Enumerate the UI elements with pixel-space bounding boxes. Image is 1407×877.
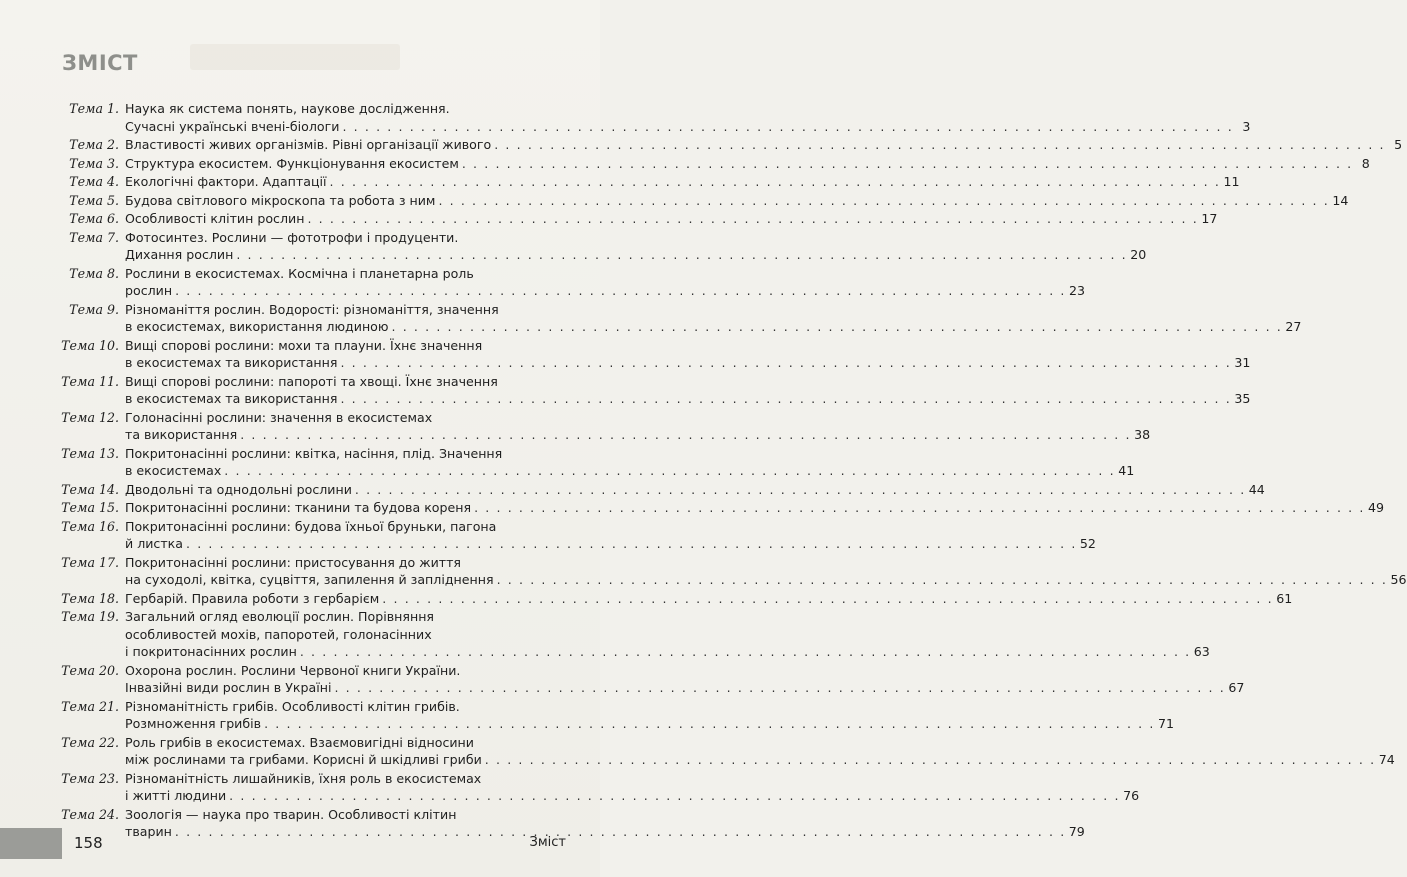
toc-page-number: 31: [1234, 355, 1251, 370]
toc-entry-text: [125, 806, 1085, 841]
toc-line-with-page: [125, 318, 1302, 336]
toc-entry[interactable]: [0, 445, 1135, 480]
toc-line-with-page: [125, 481, 1265, 499]
toc-entry[interactable]: [0, 770, 1140, 805]
toc-line: Дихання рослин: [125, 247, 234, 262]
toc-line: Загальний огляд еволюції рослин. Порівняння: [125, 609, 435, 624]
toc-line: особливостей мохів, папоротей, голонасінних: [125, 626, 432, 642]
toc-entry[interactable]: [0, 518, 1096, 553]
toc-page-number: 76: [1123, 788, 1140, 803]
toc-entry[interactable]: [0, 265, 1086, 300]
toc-page-number: 3: [1242, 118, 1251, 134]
toc-line: рослин: [125, 283, 173, 298]
dot-leader: . . . . . . . . . . . . . . . . . . . . . . . . . . . . . . . . . . . . . . . . . . . . . . . . . . . . . . . . . . . . . . . . . . . . . . . . . . . . . . . .: [264, 716, 1155, 731]
toc-line-with-page: [125, 118, 1251, 136]
toc-line: в екосистемах: [125, 463, 222, 478]
dot-leader: . . . . . . . . . . . . . . . . . . . . . . . . . . . . . . . . . . . . . . . . . . . . . . . . . . . . . . . . . . . . . . . . . . . . . . . . . . . . . . . .: [391, 319, 1283, 334]
toc-line: Особливості клітин рослин: [125, 211, 305, 226]
dot-leader: . . . . . . . . . . . . . . . . . . . . . . . . . . . . . . . . . . . . . . . . . . . . . . . . . . . . . . . . . . . . . . . . . . . . . . . . . . . . . . . .: [224, 463, 1116, 478]
toc-topic-label: Тема 4.: [69, 174, 119, 189]
toc-line-with-page: [125, 823, 1085, 841]
toc-entry[interactable]: [0, 554, 1407, 589]
toc-entry-text: [125, 100, 1251, 135]
dot-leader: . . . . . . . . . . . . . . . . . . . . . . . . . . . . . . . . . . . . . . . . . . . . . . . . . . . . . . . . . . . . . . . . . . . . . . . . . . . . . . . .: [484, 752, 1376, 767]
toc-entry-text: [125, 445, 1135, 480]
toc-line-with-page: [125, 192, 1349, 210]
toc-entry-text: [125, 409, 1151, 444]
faded-header-band: [190, 44, 400, 70]
toc-entry[interactable]: [0, 499, 1385, 517]
toc-entry-text: [125, 770, 1140, 805]
footer-section-label: Зміст: [529, 835, 566, 850]
toc-line: Властивості живих організмів. Рівні організації живого: [125, 137, 492, 152]
toc-line-with-page: [125, 751, 1395, 769]
toc-line: Вищі спорові рослини: мохи та плауни. Їхнє значення: [125, 337, 483, 353]
toc-line-with-page: [125, 571, 1407, 589]
toc-line-with-page: [125, 679, 1245, 697]
toc-line-with-page: [125, 499, 1385, 517]
dot-leader: . . . . . . . . . . . . . . . . . . . . . . . . . . . . . . . . . . . . . . . . . . . . . . . . . . . . . . . . . . . . . . . . . . . . . . . . . . . . . . . .: [174, 824, 1066, 839]
toc-line: на суходолі, квітка, суцвіття, запилення й запліднення: [125, 572, 494, 587]
toc-line: Рослини в екосистемах. Космічна і планетарна роль: [125, 265, 474, 281]
toc-entry[interactable]: [0, 409, 1151, 444]
dot-leader: . . . . . . . . . . . . . . . . . . . . . . . . . . . . . . . . . . . . . . . . . . . . . . . . . . . . . . . . . . . . . . . . . . . . . . . . . . . . . . . .: [496, 572, 1388, 587]
toc-line: Покритонасінні рослини: тканини та будова кореня: [125, 500, 472, 515]
toc-line: Вищі спорові рослини: папороті та хвощі. Їхнє значення: [125, 373, 498, 389]
toc-page-number: 5: [1394, 137, 1403, 152]
toc-page-number: 49: [1367, 500, 1385, 515]
toc-page-number: 38: [1134, 427, 1151, 442]
toc-topic-label: Тема 19.: [61, 609, 119, 624]
dot-leader: . . . . . . . . . . . . . . . . . . . . . . . . . . . . . . . . . . . . . . . . . . . . . . . . . . . . . . . . . . . . . . . . . . . . . . . . . . . . . . . .: [494, 137, 1386, 152]
toc-entry-text: [125, 301, 1302, 336]
dot-leader: . . . . . . . . . . . . . . . . . . . . . . . . . . . . . . . . . . . . . . . . . . . . . . . . . . . . . . . . . . . . . . . . . . . . . . . . . . . . . . . .: [461, 155, 1353, 171]
toc-topic-label: Тема 11.: [61, 373, 119, 389]
toc-line-with-page: [125, 390, 1251, 408]
toc-line: тварин: [125, 824, 172, 839]
toc-topic-label: Тема 7.: [69, 229, 119, 245]
toc-page-number: 41: [1118, 463, 1135, 478]
toc-page-number: 8: [1361, 155, 1370, 171]
dot-leader: . . . . . . . . . . . . . . . . . . . . . . . . . . . . . . . . . . . . . . . . . . . . . . . . . . . . . . . . . . . . . . . . . . . . . . . . . . . . . . . .: [340, 355, 1232, 370]
dot-leader: . . . . . . . . . . . . . . . . . . . . . . . . . . . . . . . . . . . . . . . . . . . . . . . . . . . . . . . . . . . . . . . . . . . . . . . . . . . . . . . .: [474, 500, 1365, 515]
toc-entry[interactable]: [0, 173, 1240, 191]
toc-topic-label: Тема 6.: [69, 211, 119, 226]
toc-entry-text: [125, 192, 1349, 210]
toc-entry[interactable]: [0, 662, 1245, 697]
toc-line-with-page: [125, 354, 1251, 372]
toc-line-with-page: [125, 155, 1370, 173]
toc-line: Дводольні та однодольні рослини: [125, 481, 352, 497]
toc-entry-text: [125, 373, 1251, 408]
toc-line: в екосистемах та використання: [125, 391, 338, 406]
toc-entry-text: [125, 229, 1147, 264]
toc-line: Різноманітність лишайників, їхня роль в екосистемах: [125, 770, 482, 786]
page-number: 158: [74, 834, 103, 852]
toc-entry[interactable]: [0, 590, 1293, 608]
toc-topic-label: Тема 22.: [61, 734, 119, 750]
toc-line: Гербарій. Правила роботи з гербарієм: [125, 590, 380, 606]
toc-line: й листка: [125, 536, 184, 551]
toc-topic-label: Тема 14.: [61, 481, 119, 497]
toc-line-with-page: [125, 246, 1147, 264]
dot-leader: . . . . . . . . . . . . . . . . . . . . . . . . . . . . . . . . . . . . . . . . . . . . . . . . . . . . . . . . . . . . . . . . . . . . . . . . . . . . . . . .: [236, 247, 1128, 262]
toc-line: в екосистемах, використання людиною: [125, 319, 389, 334]
toc-topic-label: Тема 16.: [61, 518, 119, 534]
toc-entry[interactable]: [0, 136, 1403, 154]
toc-topic-label: Тема 9.: [69, 301, 119, 317]
toc-topic-label: Тема 5.: [69, 192, 119, 208]
toc-topic-label: Тема 23.: [61, 770, 119, 786]
toc-entry[interactable]: [0, 698, 1174, 733]
toc-line-with-page: [125, 462, 1135, 480]
toc-topic-label: Тема 21.: [61, 698, 119, 714]
toc-topic-label: Тема 15.: [61, 500, 119, 515]
toc-entry[interactable]: [0, 100, 1251, 135]
toc-line: Покритонасінні рослини: будова їхньої бруньки, пагона: [125, 518, 497, 534]
toc-line: Структура екосистем. Функціонування екосистем: [125, 155, 459, 171]
toc-page-number: 52: [1079, 536, 1096, 551]
toc-entry-text: [125, 590, 1293, 608]
toc-page-number: 71: [1157, 716, 1174, 731]
toc-line-with-page: [125, 173, 1240, 191]
toc-entry[interactable]: [0, 229, 1147, 264]
toc-entry[interactable]: [0, 210, 1218, 228]
toc-line-with-page: [125, 282, 1086, 300]
toc-entry[interactable]: [0, 734, 1395, 769]
toc-entry-text: [125, 608, 1210, 661]
toc-line-with-page: [125, 136, 1403, 154]
toc-topic-label: Тема 1.: [69, 101, 119, 116]
toc-entry-text: [125, 337, 1251, 372]
toc-line: Будова світлового мікроскопа та робота з ним: [125, 192, 436, 208]
dot-leader: . . . . . . . . . . . . . . . . . . . . . . . . . . . . . . . . . . . . . . . . . . . . . . . . . . . . . . . . . . . . . . . . . . . . . . . . . . . . . . . .: [240, 427, 1132, 442]
toc-entry-text: [125, 499, 1385, 517]
toc-entry[interactable]: [0, 192, 1349, 210]
toc-line: Екологічні фактори. Адаптації: [125, 174, 327, 189]
toc-page-number: 17: [1201, 211, 1218, 226]
toc-line: Зоологія — наука про тварин. Особливості клітин: [125, 806, 457, 822]
page-title: ЗМІСТ: [62, 51, 138, 75]
toc-page-number: 74: [1378, 752, 1395, 767]
toc-topic-label: Тема 17.: [61, 554, 119, 570]
toc-line: і житті людини: [125, 788, 227, 803]
toc-line-with-page: [125, 643, 1210, 661]
toc-entry[interactable]: [0, 481, 1265, 499]
toc-line: Фотосинтез. Рослини — фототрофи і продуценти.: [125, 229, 459, 245]
dot-leader: . . . . . . . . . . . . . . . . . . . . . . . . . . . . . . . . . . . . . . . . . . . . . . . . . . . . . . . . . . . . . . . . . . . . . . . . . . . . . . . .: [175, 283, 1066, 298]
dot-leader: . . . . . . . . . . . . . . . . . . . . . . . . . . . . . . . . . . . . . . . . . . . . . . . . . . . . . . . . . . . . . . . . . . . . . . . . . . . . . . . .: [354, 481, 1246, 497]
toc-entry[interactable]: [0, 373, 1251, 408]
toc-topic-label: Тема 18.: [61, 590, 119, 606]
toc-line-with-page: [125, 715, 1174, 733]
toc-line-with-page: [125, 210, 1218, 228]
toc-page-number: 56: [1390, 572, 1407, 587]
toc-entry-text: [125, 173, 1240, 191]
toc-page-number: 79: [1068, 824, 1085, 839]
toc-entry-text: [125, 136, 1403, 154]
toc-topic-label: Тема 24.: [61, 806, 119, 822]
dot-leader: . . . . . . . . . . . . . . . . . . . . . . . . . . . . . . . . . . . . . . . . . . . . . . . . . . . . . . . . . . . . . . . . . . . . . . . . . . . . . . . .: [229, 788, 1121, 803]
dot-leader: . . . . . . . . . . . . . . . . . . . . . . . . . . . . . . . . . . . . . . . . . . . . . . . . . . . . . . . . . . . . . . . . . . . . . . . . . . . . . . . .: [299, 644, 1191, 659]
toc-page-number: 63: [1193, 644, 1210, 659]
toc-page-number: 67: [1228, 680, 1245, 695]
toc-entry-text: [125, 554, 1407, 589]
dot-leader: . . . . . . . . . . . . . . . . . . . . . . . . . . . . . . . . . . . . . . . . . . . . . . . . . . . . . . . . . . . . . . . . . . . . . . . . . . . . . . . .: [438, 192, 1330, 208]
toc-entry[interactable]: [0, 608, 1210, 661]
toc-topic-label: Тема 13.: [61, 445, 119, 461]
toc-topic-label: Тема 20.: [61, 662, 119, 678]
dot-leader: . . . . . . . . . . . . . . . . . . . . . . . . . . . . . . . . . . . . . . . . . . . . . . . . . . . . . . . . . . . . . . . . . . . . . . . . . . . . . . . .: [340, 391, 1232, 406]
toc-page-number: 61: [1276, 590, 1293, 606]
toc-entry[interactable]: [0, 301, 1302, 336]
toc-topic-label: Тема 2.: [69, 137, 119, 152]
footer-gray-bar: [0, 828, 62, 859]
toc-entry-text: [125, 265, 1086, 300]
toc-page-number: 27: [1285, 319, 1302, 334]
dot-leader: . . . . . . . . . . . . . . . . . . . . . . . . . . . . . . . . . . . . . . . . . . . . . . . . . . . . . . . . . . . . . . . . . . . . . . . . . . . . . . . .: [329, 174, 1221, 189]
toc-page-number: 14: [1332, 192, 1349, 208]
toc-entry[interactable]: [0, 155, 1370, 173]
toc-entry[interactable]: [0, 337, 1251, 372]
toc-line: Інвазійні види рослин в Україні: [125, 680, 332, 695]
toc-page-number: 11: [1223, 174, 1240, 189]
dot-leader: . . . . . . . . . . . . . . . . . . . . . . . . . . . . . . . . . . . . . . . . . . . . . . . . . . . . . . . . . . . . . . . . . . . . . . . . . . . . . . . .: [382, 590, 1274, 606]
toc-topic-label: Тема 12.: [61, 409, 119, 425]
dot-leader: . . . . . . . . . . . . . . . . . . . . . . . . . . . . . . . . . . . . . . . . . . . . . . . . . . . . . . . . . . . . . . . . . . . . . . . . . . . . . . . .: [342, 118, 1234, 134]
toc-line: в екосистемах та використання: [125, 355, 338, 370]
toc-page-number: 35: [1234, 391, 1251, 406]
toc-line: Роль грибів в екосистемах. Взаємовигідні відносини: [125, 734, 474, 750]
toc-topic-label: Тема 10.: [61, 337, 119, 353]
table-of-contents: [0, 100, 1407, 841]
toc-entry-text: [125, 210, 1218, 228]
toc-entry-text: [125, 698, 1174, 733]
toc-line: і покритонасінних рослин: [125, 644, 297, 659]
toc-line: Голонасінні рослини: значення в екосистемах: [125, 409, 433, 425]
toc-entry-text: [125, 662, 1245, 697]
dot-leader: . . . . . . . . . . . . . . . . . . . . . . . . . . . . . . . . . . . . . . . . . . . . . . . . . . . . . . . . . . . . . . . . . . . . . . . . . . . . . . . .: [186, 536, 1077, 551]
toc-entry-text: [125, 481, 1265, 499]
toc-line: Покритонасінні рослини: квітка, насіння, плід. Значення: [125, 445, 503, 461]
toc-line: та використання: [125, 427, 238, 442]
dot-leader: . . . . . . . . . . . . . . . . . . . . . . . . . . . . . . . . . . . . . . . . . . . . . . . . . . . . . . . . . . . . . . . . . . . . . . . . . . . . . . . .: [334, 680, 1226, 695]
toc-line-with-page: [125, 590, 1293, 608]
toc-line: Різноманіття рослин. Водорості: різноманіття, значення: [125, 301, 499, 317]
toc-line-with-page: [125, 787, 1140, 805]
toc-topic-label: Тема 3.: [69, 155, 119, 171]
toc-line: Розмноження грибів: [125, 716, 262, 731]
toc-line-with-page: [125, 426, 1151, 444]
toc-entry-text: [125, 734, 1395, 769]
toc-entry-text: [125, 155, 1370, 173]
toc-topic-label: Тема 8.: [69, 265, 119, 281]
toc-entry-text: [125, 518, 1096, 553]
toc-page-number: 20: [1130, 247, 1147, 262]
toc-line: між рослинами та грибами. Корисні й шкідливі гриби: [125, 752, 482, 767]
toc-line: Різноманітність грибів. Особливості клітин грибів.: [125, 698, 460, 714]
toc-line: Сучасні українські вчені-біологи: [125, 118, 340, 134]
toc-line: Покритонасінні рослини: пристосування до життя: [125, 554, 462, 570]
toc-line: Охорона рослин. Рослини Червоної книги України.: [125, 662, 461, 678]
dot-leader: . . . . . . . . . . . . . . . . . . . . . . . . . . . . . . . . . . . . . . . . . . . . . . . . . . . . . . . . . . . . . . . . . . . . . . . . . . . . . . . .: [307, 211, 1199, 226]
toc-line: Наука як система понять, наукове дослідження.: [125, 101, 450, 116]
toc-page-number: 23: [1069, 283, 1086, 298]
toc-page-number: 44: [1248, 481, 1265, 497]
toc-line-with-page: [125, 535, 1096, 553]
